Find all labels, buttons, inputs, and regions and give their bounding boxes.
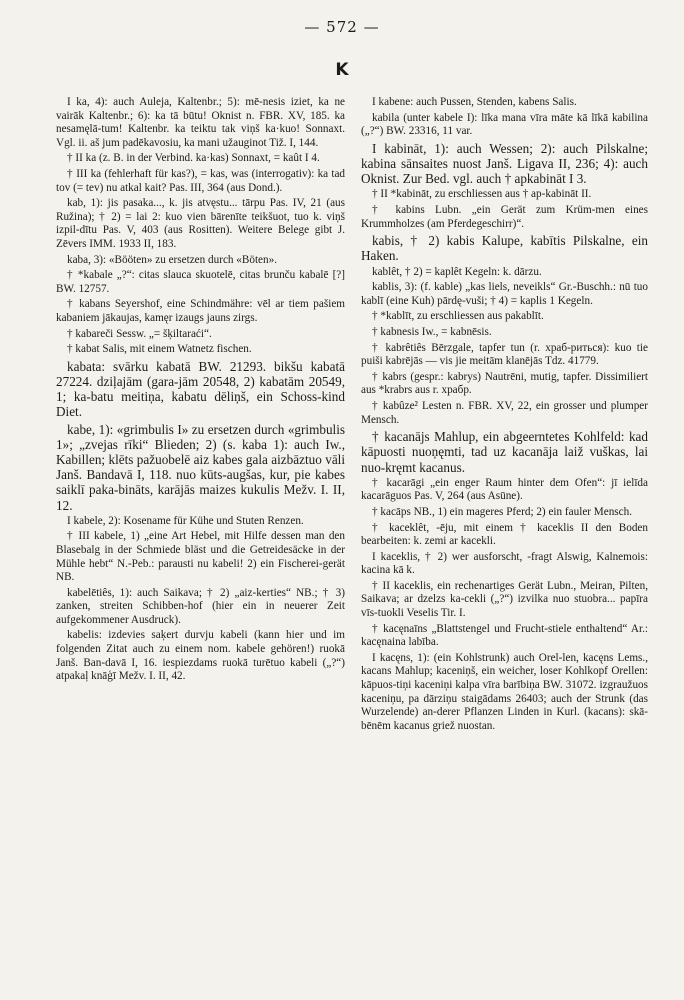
left-column: [56, 96, 345, 991]
entry-kacenains: † kacęnaīns „Blattstengel und Frucht-stiele enthaltend“ Ar.: kacęnaina labība.: [361, 622, 648, 649]
entry-kabe: kabe, 1): «grimbulis I» zu ersetzen durch «grimbulis 1»; „zvejas rīki“ Blieden; 2) (s. kaba 1): auch Iw., Kabillen; klēts pažuobelē aiz kabes gala aizbāztuo vāli Janš. Bandavā I, 118. nuo kūts-augšas, kur, pie kabes saiklī paka-bināts, karājās maizes kukulis Mežv. I. II, 12.: [56, 421, 345, 513]
entry-kaba: kaba, 3): «Bööten» zu ersetzen durch «Böten».: [67, 253, 278, 266]
entry-kablit: † *kablīt, zu erschliessen aus pakablīt.: [372, 310, 544, 323]
entry-kaceklet: † kaceklêt, -ēju, mit einem † kaceklis II den Boden bearbeiten: k. zemi ar kacekli.: [361, 521, 648, 548]
page-number: — 572 —: [304, 18, 380, 36]
entry-kab: kab, 1): jis pasaka..., k. jis atvęstu... tārpu Pas. IV, 21 (aus Ružina); † 2) = lai 2: kuo vien bārenīte teikšuot, tuo k. viņš izpil-dītu Pas. V, 403 (aus Rositten). Weitere Belege gibt J. Zēvers IMM. 1933 II, 183.: [56, 197, 345, 250]
entry-ka-2: † II ka (z. B. in der Verbind. ka·kas) Sonnaxt, = kaût I 4.: [67, 152, 320, 165]
entry-ka-1: I ka, 4): auch Auleja, Kaltenbr.; 5): mē-nesis iziet, ka ne vairāk Kaltenbr.; 6): ka tā būtu! Oknist n. FBR. XV, 185. ka nesamęlā-tum! Kaltenbr. ka teiktu tak viņš ka·kuo! Sonnaxt. Vgl. ii. aš jum padēkavosiu, ka mani užauginot Tiž. I, 144.: [56, 96, 345, 149]
entry-kabele-1: I kabele, 2): Kosename für Kühe und Stuten Renzen.: [67, 514, 304, 527]
entry-ka-3: † III ka (fehlerhaft für kas?), = kas, was (interrogativ): ka tad tov (= tev) nu atkal kait? Pas. III, 364 (aus Dond.).: [56, 167, 345, 194]
entry-kabila: kabila (unter kabele I): līka mana vīra māte kā līkā kabilina („?“) BW. 23316, 11 var.: [361, 111, 648, 138]
entry-kabuze: † kabûze² Lesten n. FBR. XV, 22, ein grosser und plumper Mensch.: [361, 399, 648, 426]
entry-kabeleties: kabelētiês, 1): auch Saikava; † 2) „aiz-kerties“ NB.; † 3) zanken, streiten Schibben-hof (hier ein in neuerer Zeit aufgekommener Ausdruck).: [56, 586, 345, 626]
entry-kabins: † kabins Lubn. „ein Gerät zum Krüm-men eines Krummholzes (am Pferdegeschirr)“.: [361, 203, 648, 230]
entry-kacens: I kacęns, 1): (ein Kohlstrunk) auch Orel-len, kacęns Lems., kacans Mahlup; kaceniņš, ein weicher, loser Kohlkopf Orellen: kāpuos-tiņi kaceniņi kalpa vīra barībiņa BW. 31072. izgraužuos kaceniņu, pa dārziņu staigādams 26403; auch der Strunk (das Wurzelende) an-derer Pflanzen Linden in Kurl. (kacans): skā-bēnēm kacanus griež nuostan.: [361, 651, 648, 732]
entry-kabrs: † kabrs (gespr.: kabrys) Nautrēni, mutig, tapfer. Dissimiliert aus *krabrs aus r. храбр.: [361, 370, 648, 397]
entry-kaceklis-1: I kaceklis, † 2) wer ausforscht, -fragt Alswig, Kalnemois: kacina kā k.: [361, 550, 648, 577]
entry-kabele-3: † III kabele, 1) „eine Art Hebel, mit Hilfe dessen man den Blasebalg in der Schmiede bläst und die Getreidesäcke in der Mühle hebt“ N.-Peb.: parausti nu kabeli! 2) ein Fischerei-gerät NB.: [56, 530, 345, 584]
entry-kabale: † *kabale „?“: citas slauca skuotelē, citas brunču kabalē [?] BW. 12757.: [56, 269, 345, 295]
entry-kabreties: † kabrêtiês Bērzgale, tapfer tun (r. храб-риться): kuo tie puiši kabrējās — vis jie meitām klanējās Tdz. 41779.: [361, 341, 648, 368]
entry-kabis: kabis, † 2) kabis Kalupe, kabītis Pilskalne, ein Haken.: [361, 233, 648, 264]
entry-kablis: kablis, 3): (f. kable) „kas liels, neveikls“ Gr.-Buschh.: nū tuo kablī (eine Kuh) pārdę-vuši; † 4) = kaplis 1 Kegeln.: [361, 281, 648, 307]
entry-kabelis: kabelis: izdevies saķert durvju kabeli (kann hier und im folgenden Zitat auch zu einem nom. kabele gehören!) ruokā Janš. Ban-davā I, 16. iespiezdams ruokā turētuo kabeli („?“) atpakaļ knāģī Mežv. I. II, 42.: [56, 629, 345, 683]
section-letter: K: [335, 60, 349, 80]
entry-kabata: kabata: svārku kabatā BW. 21293. bikšu kabatā 27224. dziļajām (gara-jām 20548, 2) kabatām 20549, 1; ka-batu meitiņa, kabatu dēliņš, ein Schoss-kind Diet.: [56, 358, 345, 420]
entry-kabinat-2: † II *kabināt, zu erschliessen aus † ap-kabināt II.: [372, 188, 592, 201]
entry-kabene: I kabene: auch Pussen, Stenden, kabens Salis.: [372, 96, 577, 108]
entry-kacaragi: † kacarāgi „ein enger Raum hinter dem Ofen“: jī ielīda kacarāguos Pas. V, 264 (aus Asūne).: [361, 476, 648, 503]
entry-kabnesis: † kabnesis Iw., = kabnēsis.: [372, 325, 492, 338]
entry-kacanajs: † kacanājs Mahlup, ein abgeerntetes Kohlfeld: kad kāpuosti nuoņęmti, tad uz kacanāja laiž vuškas, lai nuo-kręmt kacanus.: [361, 429, 648, 475]
entry-kabinat-1: I kabināt, 1): auch Wessen; 2): auch Pilskalne; kabina sānsaites nuost Janš. Ligava II, 236; 4): auch Oknist. Zur Bed. vgl. auch † apkabināt I 3.: [361, 140, 648, 187]
entry-kacaps: † kacāps NB., 1) ein mageres Pferd; 2) ein fauler Mensch.: [372, 505, 633, 518]
entry-kabareci: † kabareči Sessw. „= šķiltaraći“.: [67, 327, 212, 340]
entry-kablet: kablêt, † 2) = kaplêt Kegeln: k. dārzu.: [372, 265, 542, 278]
entry-kabans: † kabans Seyershof, eine Schindmähre: vēl ar tiem pašiem kabaniem jākaujas, kamęr izaugs jauns zirgs.: [56, 298, 345, 324]
entry-kabat: † kabat Salis, mit einem Watnetz fischen.: [67, 343, 252, 356]
entry-kaceklis-2: † II kaceklis, ein rechenartiges Gerät Lubn., Meiran, Pilten, Saikava; ar dzelzs ka-cekli („?“) izvilka nuo stuobra... papīra vīs-tuokli Veselis Tir. I.: [361, 579, 648, 620]
right-column: [361, 96, 648, 991]
